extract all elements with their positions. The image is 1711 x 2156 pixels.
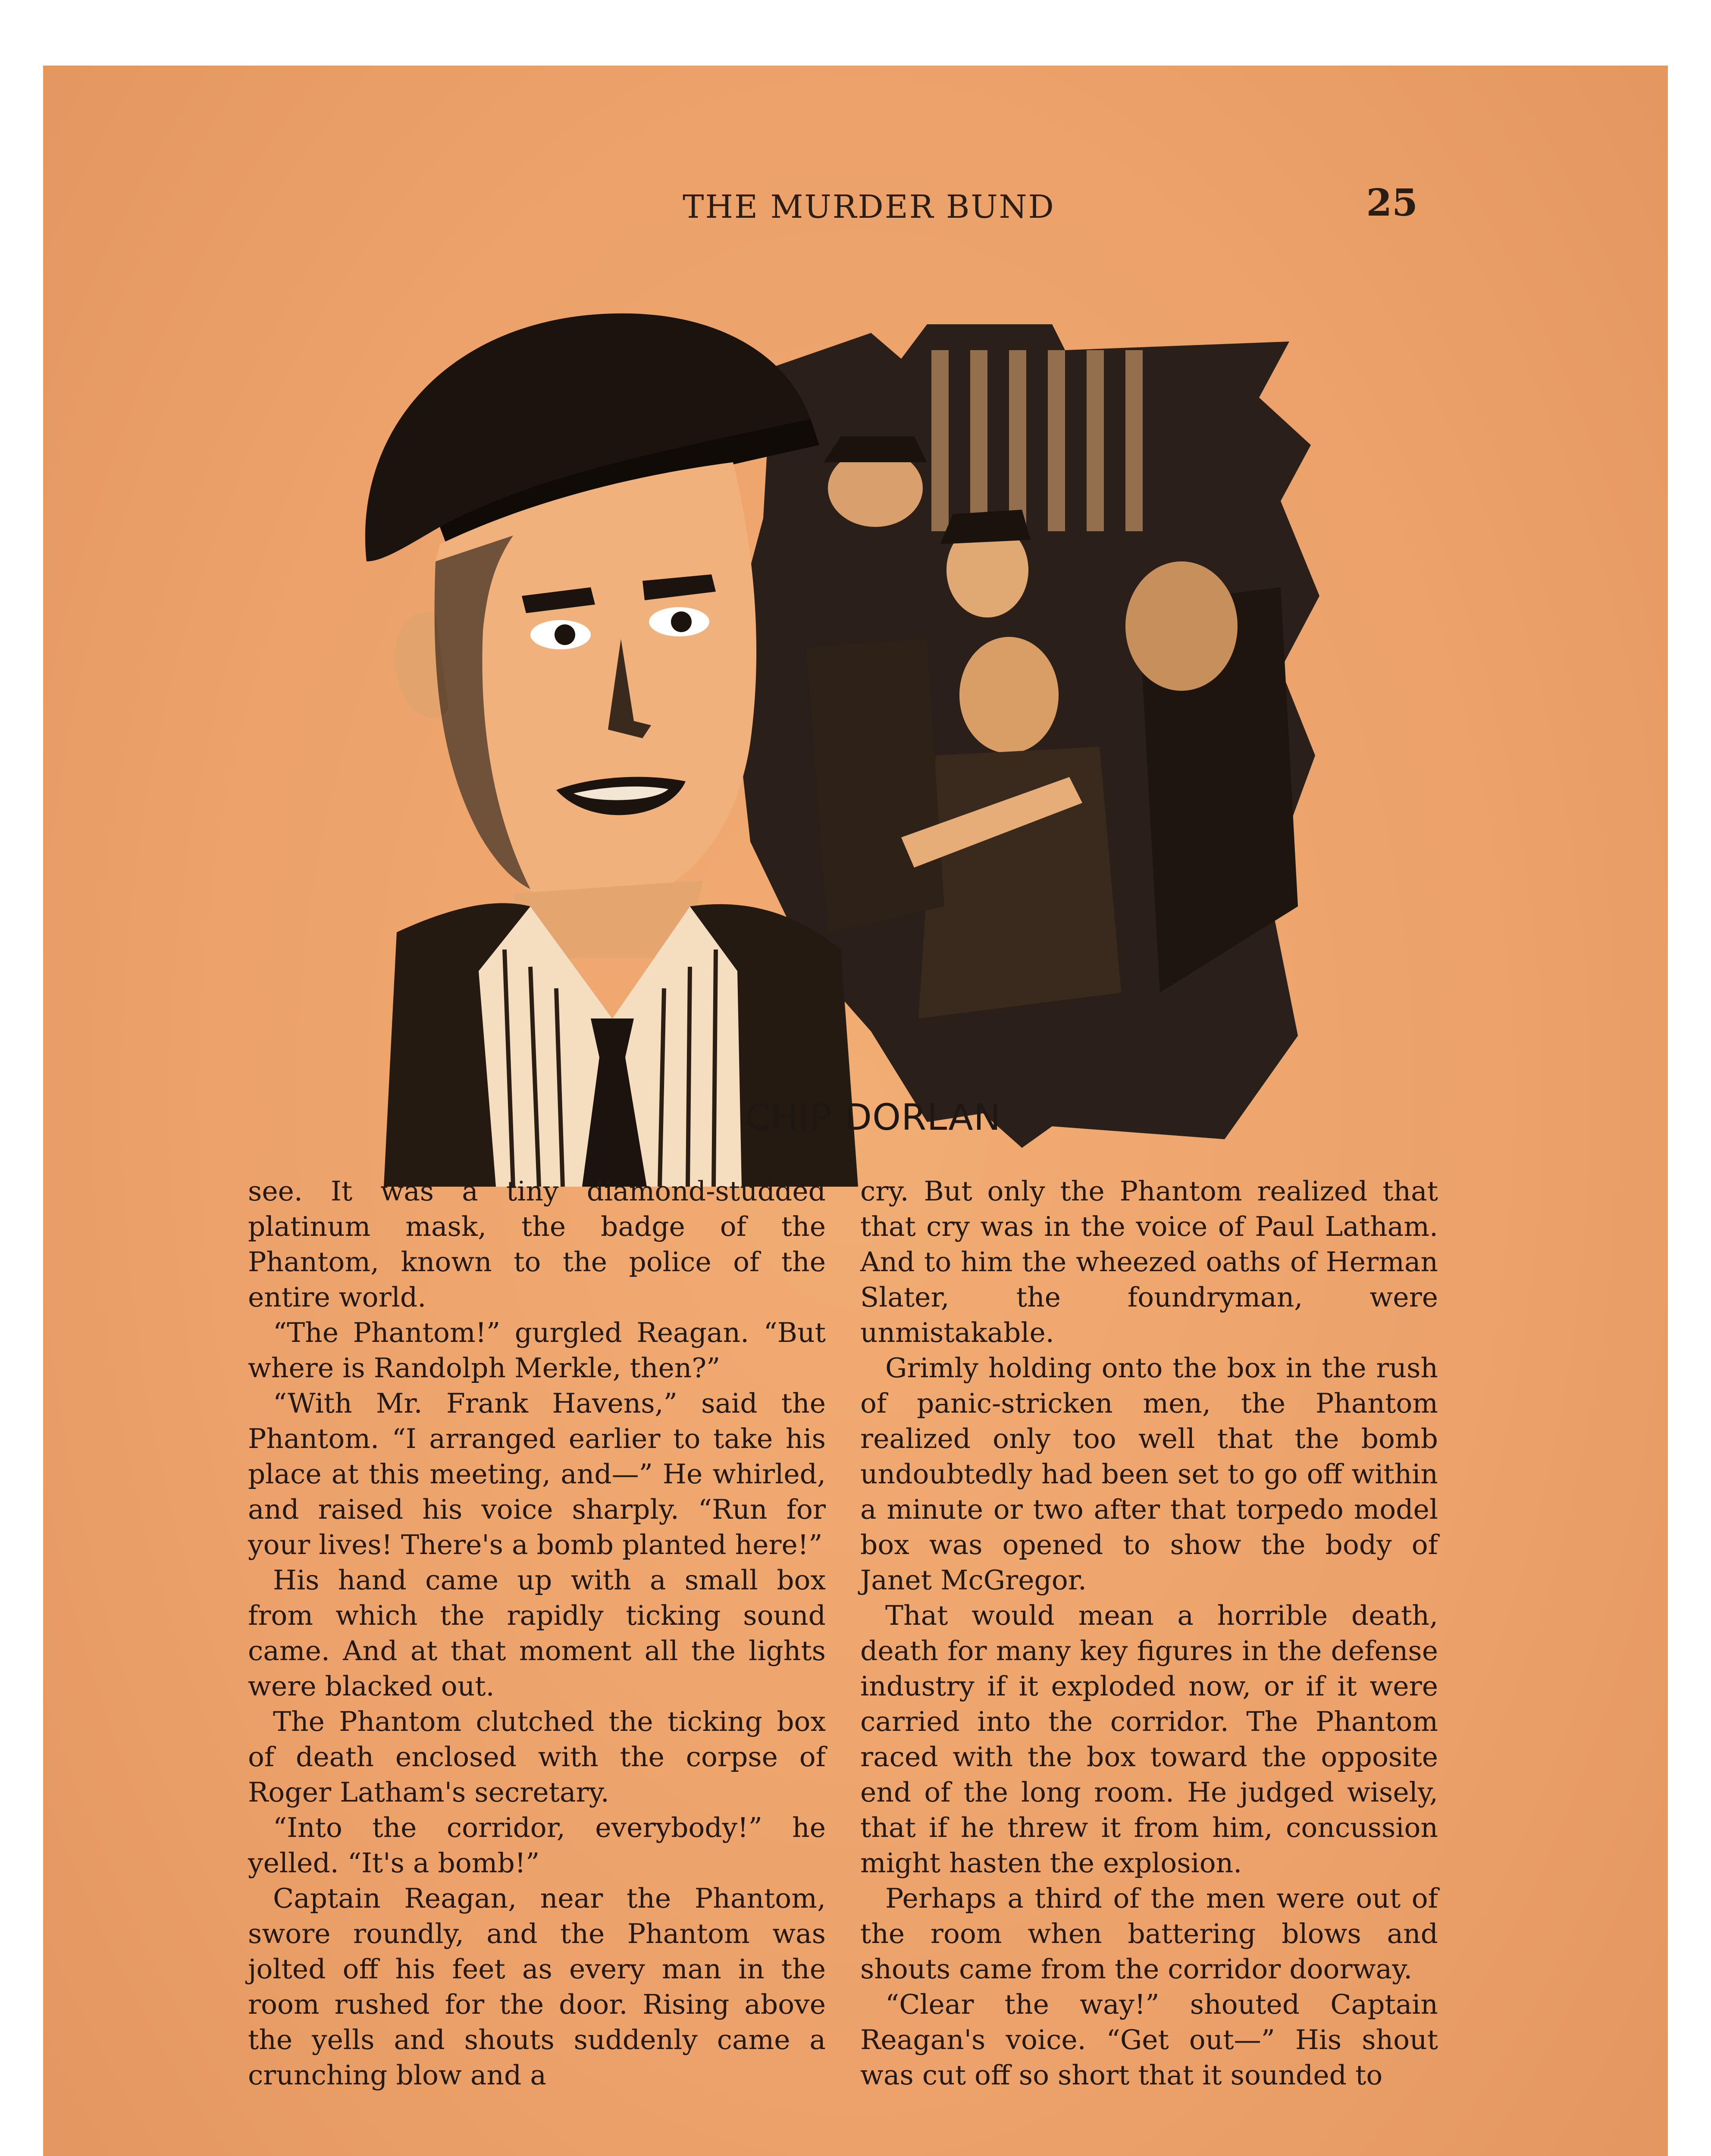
paragraph: cry. But only the Phantom realized that that cry was in the voice of Paul Latham. And to him the wheezed oaths of Herman Slater, the foundryman, were unmistakable.	[860, 1175, 1438, 1348]
text-column-left	[248, 1174, 826, 2093]
scanned-page	[43, 66, 1668, 2156]
paragraph: The Phantom clutched the ticking box of death enclosed with the corpse of Roger Latham's secretary.	[248, 1706, 826, 1808]
paragraph: Captain Reagan, near the Phantom, swore roundly, and the Phantom was jolted off his feet as every man in the room rushed for the door. Rising above the yells and shouts suddenly came a crunching blow and a	[248, 1883, 826, 2091]
paragraph: Perhaps a third of the men were out of the room when battering blows and shouts came from the corridor doorway.	[860, 1883, 1438, 1985]
paragraph: Grimly holding onto the box in the rush of panic-stricken men, the Phantom realized only too well that the bomb undoubtedly had been set to go off within a minute or two after that torpedo model box was opened to show the body of Janet McGregor.	[860, 1352, 1438, 1596]
paragraph: “Into the corridor, everybody!” he yelled. “It's a bomb!”	[248, 1812, 826, 1879]
page-number: 25	[1366, 181, 1418, 225]
chip-dorlan-illustration	[254, 260, 1488, 1208]
paragraph: “Clear the way!” shouted Captain Reagan's voice. “Get out—” His shout was cut off so short that it sounded to	[860, 1989, 1438, 2091]
illustration-caption: CHIP DORLAN	[745, 1096, 1001, 1138]
paragraph: His hand came up with a small box from which the rapidly ticking sound came. And at that moment all the lights were blacked out.	[248, 1564, 826, 1702]
paragraph: That would mean a horrible death, death for many key figures in the defense industry if it exploded now, or if it were carried into the corridor. The Phantom raced with the box toward the opposite end of the long room. He judged wisely, that if he threw it from him, concussion might hasten the explosion.	[860, 1600, 1438, 1879]
paragraph: “With Mr. Frank Havens,” said the Phantom. “I arranged earlier to take his place at this meeting, and—” He whirled, and raised his voice sharply. “Run for your lives! There's a bomb planted here!”	[248, 1388, 826, 1561]
running-title: THE MURDER BUND	[683, 188, 1055, 226]
paragraph: “The Phantom!” gurgled Reagan. “But where is Randolph Merkle, then?”	[248, 1317, 826, 1384]
text-column-right	[860, 1174, 1438, 2093]
paragraph: see. It was a tiny diamond-studded platinum mask, the badge of the Phantom, known to the police of the entire world.	[248, 1175, 826, 1313]
